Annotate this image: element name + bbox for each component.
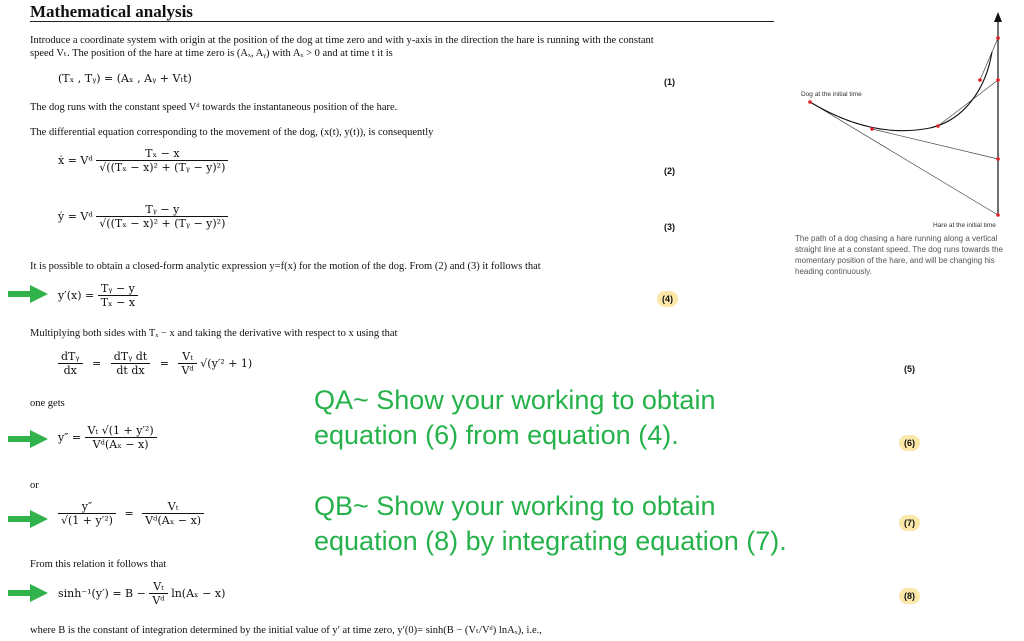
question-b-line-2: equation (8) by integrating equation (7).: [314, 526, 787, 556]
equation-8: [58, 580, 225, 607]
equation-5-fraction-a: [58, 350, 83, 377]
equation-4-denominator: Tₓ − x: [98, 295, 138, 309]
hare-point: [996, 213, 1000, 217]
question-a-line-2: equation (6) from equation (4).: [314, 420, 679, 450]
equation-8-denominator: Vᵈ: [149, 593, 167, 607]
equation-2-denominator: √((Tₓ − x)² + (Tᵧ − y)²): [96, 160, 228, 174]
green-arrow-icon: [8, 430, 48, 448]
hare-point: [996, 78, 1000, 82]
question-a-line-1: QA~ Show your working to obtain: [314, 385, 716, 415]
equation-number-2: (2): [664, 166, 675, 176]
hare-direction-arrow-icon: [994, 12, 1002, 22]
equation-7-a-denominator: √(1 + y′²): [58, 513, 116, 527]
equation-4-fraction: [98, 282, 138, 309]
equation-7-fraction-b: [142, 500, 204, 527]
equation-6-numerator: Vₜ √(1 + y′²): [87, 424, 154, 437]
equation-7-a-numerator: y″: [81, 500, 93, 513]
green-arrow-icon: [8, 285, 48, 303]
equation-4-lhs: y′(x) =: [58, 289, 95, 302]
equation-2-lhs: ẋ = Vᵈ: [58, 154, 93, 167]
equation-7: [58, 500, 204, 527]
tangent-line-3: [980, 38, 998, 80]
hare-point: [996, 157, 1000, 161]
equation-2-numerator: Tₓ − x: [145, 147, 180, 160]
where-b-text: where B is the constant of integration determined by the initial value of y′ at time zero, y′(0)= sinh(B − (Vₜ/Vᵈ) lnAₓ), i.e.,: [30, 625, 542, 636]
path-point: [870, 127, 874, 131]
intro-line-2: speed Vₜ. The position of the hare at time zero is (Aₓ, Aᵧ) with Aₓ > 0 and at time t it is: [30, 48, 393, 59]
equation-3-denominator: √((Tₓ − x)² + (Tᵧ − y)²): [96, 216, 228, 230]
equation-5: [58, 350, 252, 377]
from-relation-text: From this relation it follows that: [30, 559, 167, 570]
equation-number-3: (3): [664, 222, 675, 232]
page-title: Mathematical analysis: [30, 2, 193, 21]
path-point: [978, 78, 982, 82]
equation-7-fraction-a: [58, 500, 116, 527]
intro-line-1: Introduce a coordinate system with origin at the position of the dog at time zero and with y-axis in the direction the hare is running with the constant: [30, 35, 654, 46]
equation-5-b-denominator: dt dx: [111, 363, 150, 377]
equation-7-b-numerator: Vₜ: [167, 500, 179, 513]
equation-2-fraction: [96, 147, 228, 174]
equation-3-lhs: ẏ = Vᵈ: [58, 210, 93, 223]
green-arrow-icon: [8, 510, 48, 528]
equation-5-equals-1: =: [92, 357, 102, 370]
equation-5-tail: √(y′² + 1): [200, 357, 253, 370]
tangent-line-2: [938, 80, 998, 126]
pursuit-curve-figure: [790, 8, 1020, 223]
dog-initial-label: Dog at the initial time: [801, 91, 862, 98]
equation-5-a-denominator: dx: [58, 363, 83, 377]
equation-number-1: (1): [664, 77, 675, 87]
equation-4-numerator: Tᵧ − y: [100, 282, 135, 295]
equation-3-fraction: [96, 203, 228, 230]
equation-1: (Tₓ , Tᵧ) = (Aₓ , Aᵧ + Vₜt): [58, 72, 192, 85]
equation-6-lhs: y″ =: [58, 431, 82, 444]
equation-3: [58, 203, 228, 230]
question-b-line-1: QB~ Show your working to obtain: [314, 491, 716, 521]
equation-5-equals-2: =: [159, 357, 169, 370]
closed-form-text: It is possible to obtain a closed-form analytic expression y=f(x) for the motion of the dog. From (2) and (3) it follows that: [30, 261, 541, 272]
equation-number-5: (5): [904, 364, 915, 374]
equation-5-a-numerator: dTᵧ: [61, 350, 80, 363]
initial-line-of-sight: [810, 102, 998, 215]
equation-8-lhs: sinh⁻¹(y′) = B −: [58, 587, 146, 600]
or-text: or: [30, 480, 39, 491]
equation-5-fraction-c: [178, 350, 196, 377]
equation-8-tail: ln(Aₓ − x): [171, 587, 226, 600]
tangent-line-1: [872, 129, 998, 159]
equation-3-numerator: Tᵧ − y: [145, 203, 180, 216]
title-rule: [30, 21, 774, 22]
equation-8-fraction: [149, 580, 167, 607]
equation-number-7: (7): [899, 515, 920, 531]
equation-6-denominator: Vᵈ(Aₓ − x): [85, 437, 157, 451]
dog-speed-text: The dog runs with the constant speed Vᵈ towards the instantaneous position of the hare.: [30, 102, 398, 113]
path-point: [936, 124, 940, 128]
diff-eq-text: The differential equation corresponding to the movement of the dog, (x(t), y(t)), is consequently: [30, 127, 434, 138]
equation-number-6: (6): [899, 435, 920, 451]
one-gets-text: one gets: [30, 398, 65, 409]
equation-5-fraction-b: [111, 350, 150, 377]
hare-point: [996, 36, 1000, 40]
equation-5-c-numerator: Vₜ: [182, 350, 193, 363]
multiply-text: Multiplying both sides with Tₓ − x and taking the derivative with respect to x using that: [30, 328, 398, 339]
equation-4: [58, 282, 138, 309]
equation-6: [58, 424, 157, 451]
equation-5-b-numerator: dTᵧ dt: [113, 350, 148, 363]
equation-number-8: (8): [899, 588, 920, 604]
equation-8-numerator: Vₜ: [153, 580, 164, 593]
equation-7-b-denominator: Vᵈ(Aₓ − x): [142, 513, 204, 527]
figure-caption: The path of a dog chasing a hare running along a vertical straight line at a constant speed. The dog runs towards the momentary position of the hare, and will be changing his heading continuously.: [795, 234, 1003, 276]
equation-2: [58, 147, 228, 174]
green-arrow-icon: [8, 584, 48, 602]
path-point: [808, 100, 812, 104]
equation-6-fraction: [85, 424, 157, 451]
equation-5-c-denominator: Vᵈ: [178, 363, 196, 377]
equation-number-4: (4): [657, 291, 678, 307]
hare-initial-label: Hare at the initial time: [933, 222, 996, 229]
equation-7-equals: =: [124, 507, 134, 520]
